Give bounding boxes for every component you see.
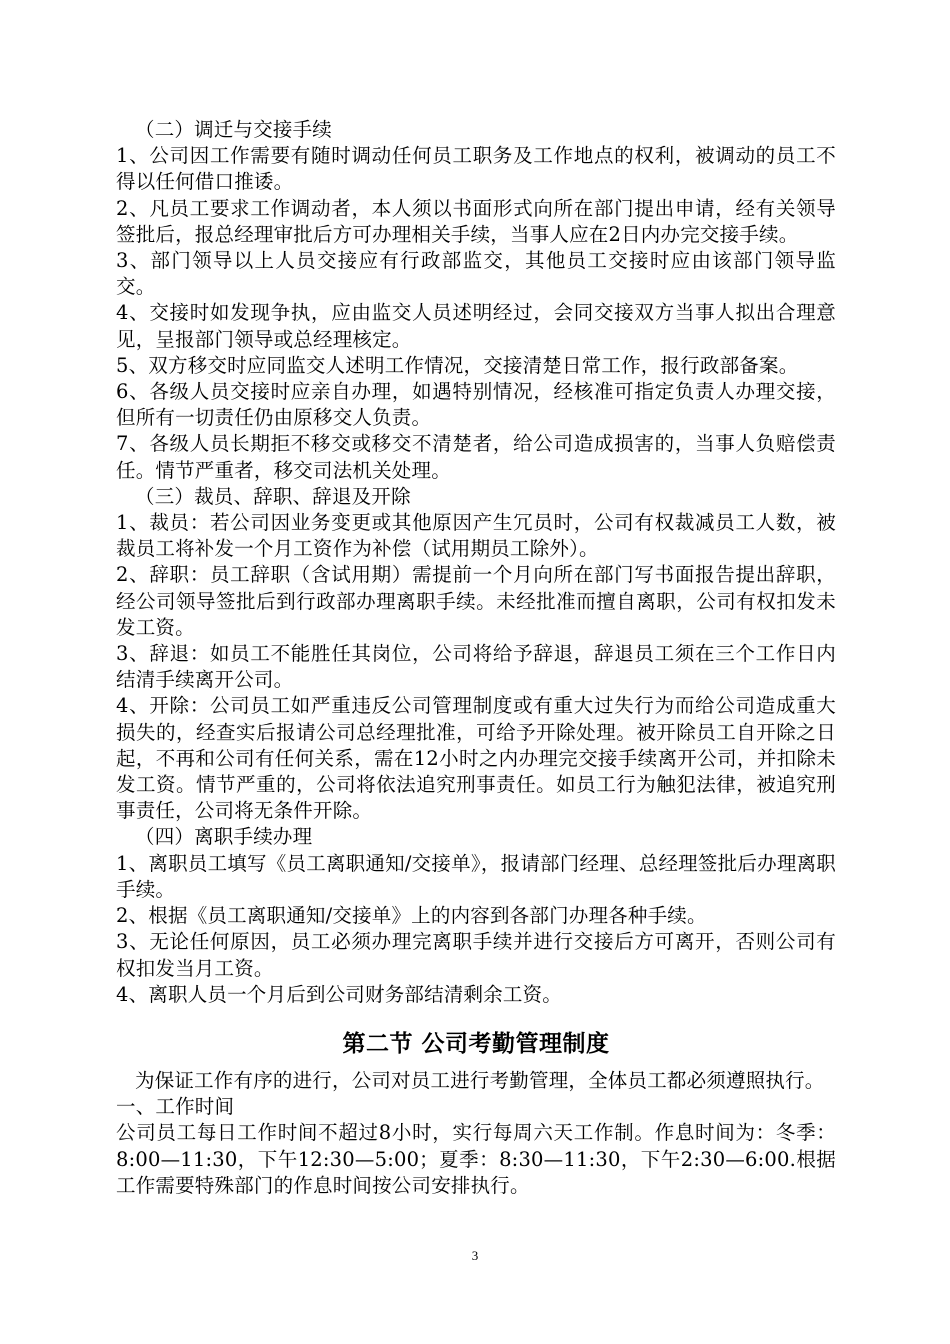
clause-departure-1: 1、离职员工填写《员工离职通知/交接单》，报请部门经理、总经理签批后办理离职手续。	[116, 851, 836, 901]
subheading-layoff-resignation: （三）裁员、辞职、辞退及开除	[135, 484, 411, 508]
page-content	[116, 117, 836, 1199]
clause-expulsion: 4、开除：公司员工如严重违反公司管理制度或有重大过失行为而给公司造成重大损失的，经查实后报请公司总经理批准，可给予开除处理。被开除员工自开除之日起，不再和公司有任何关系，需在12小时之内办理完交接手续离开公司，并扣除未发工资。情节严重的，公司将依法追究刑事责任。如员工行为触犯法律，被追究刑事责任，公司将无条件开除。	[116, 694, 836, 823]
page-number: 3	[471, 1248, 479, 1263]
section-title: 第二节 公司考勤管理制度	[342, 1029, 610, 1057]
clause-transfer-5: 5、双方移交时应同监交人述明工作情况，交接清楚日常工作，报行政部备案。	[116, 353, 799, 377]
clause-resignation: 2、辞职：员工辞职（含试用期）需提前一个月向所在部门写书面报告提出辞职，经公司领导签批后到行政部办理离职手续。未经批准而擅自离职，公司有权扣发未发工资。	[116, 563, 836, 639]
clause-departure-3: 3、无论任何原因，员工必须办理完离职手续并进行交接后方可离开，否则公司有权扣发当月工资。	[116, 930, 836, 980]
clause-layoff: 1、裁员：若公司因业务变更或其他原因产生冗员时，公司有权裁减员工人数，被裁员工将补发一个月工资作为补偿（试用期员工除外）。	[116, 511, 836, 561]
clause-departure-2: 2、根据《员工离职通知/交接单》上的内容到各部门办理各种手续。	[116, 904, 707, 928]
clause-transfer-3: 3、部门领导以上人员交接应有行政部监交，其他员工交接时应由该部门领导监交。	[116, 249, 836, 299]
clause-transfer-6: 6、各级人员交接时应亲自办理，如遇特别情况，经核准可指定负责人办理交接，但所有一切责任仍由原移交人负责。	[116, 380, 836, 430]
clause-dismissal: 3、辞退：如员工不能胜任其岗位，公司将给予辞退，辞退员工须在三个工作日内结清手续离开公司。	[116, 642, 836, 692]
clause-departure-4: 4、离职人员一个月后到公司财务部结清剩余工资。	[116, 982, 563, 1006]
subheading-departure-procedure: （四）离职手续办理	[135, 825, 313, 849]
clause-transfer-1: 1、公司因工作需要有随时调动任何员工职务及工作地点的权利，被调动的员工不得以任何借口推诿。	[116, 144, 836, 194]
clause-transfer-4: 4、交接时如发现争执，应由监交人员述明经过，会同交接双方当事人拟出合理意见，呈报部门领导或总经理核定。	[116, 301, 836, 351]
clause-transfer-2: 2、凡员工要求工作调动者，本人须以书面形式向所在部门提出申请，经有关领导签批后，报总经理审批后方可办理相关手续，当事人应在2日内办完交接手续。	[116, 196, 836, 246]
clause-transfer-7: 7、各级人员长期拒不移交或移交不清楚者，给公司造成损害的，当事人负赔偿责任。情节严重者，移交司法机关处理。	[116, 432, 836, 482]
subheading-transfer-handover: （二）调迁与交接手续	[135, 118, 333, 141]
section-intro: 为保证工作有序的进行，公司对员工进行考勤管理，全体员工都必须遵照执行。	[135, 1068, 825, 1092]
working-hours-text: 公司员工每日工作时间不超过8小时，实行每周六天工作制。作息时间为：冬季：8:00—11:30，下午12:30—5:00；夏季：8:30—11:30，下午2:30—6:00.根据工作需要特殊部门的作息时间按公司安排执行。	[116, 1121, 836, 1197]
subheading-working-hours: 一、工作时间	[116, 1095, 235, 1119]
